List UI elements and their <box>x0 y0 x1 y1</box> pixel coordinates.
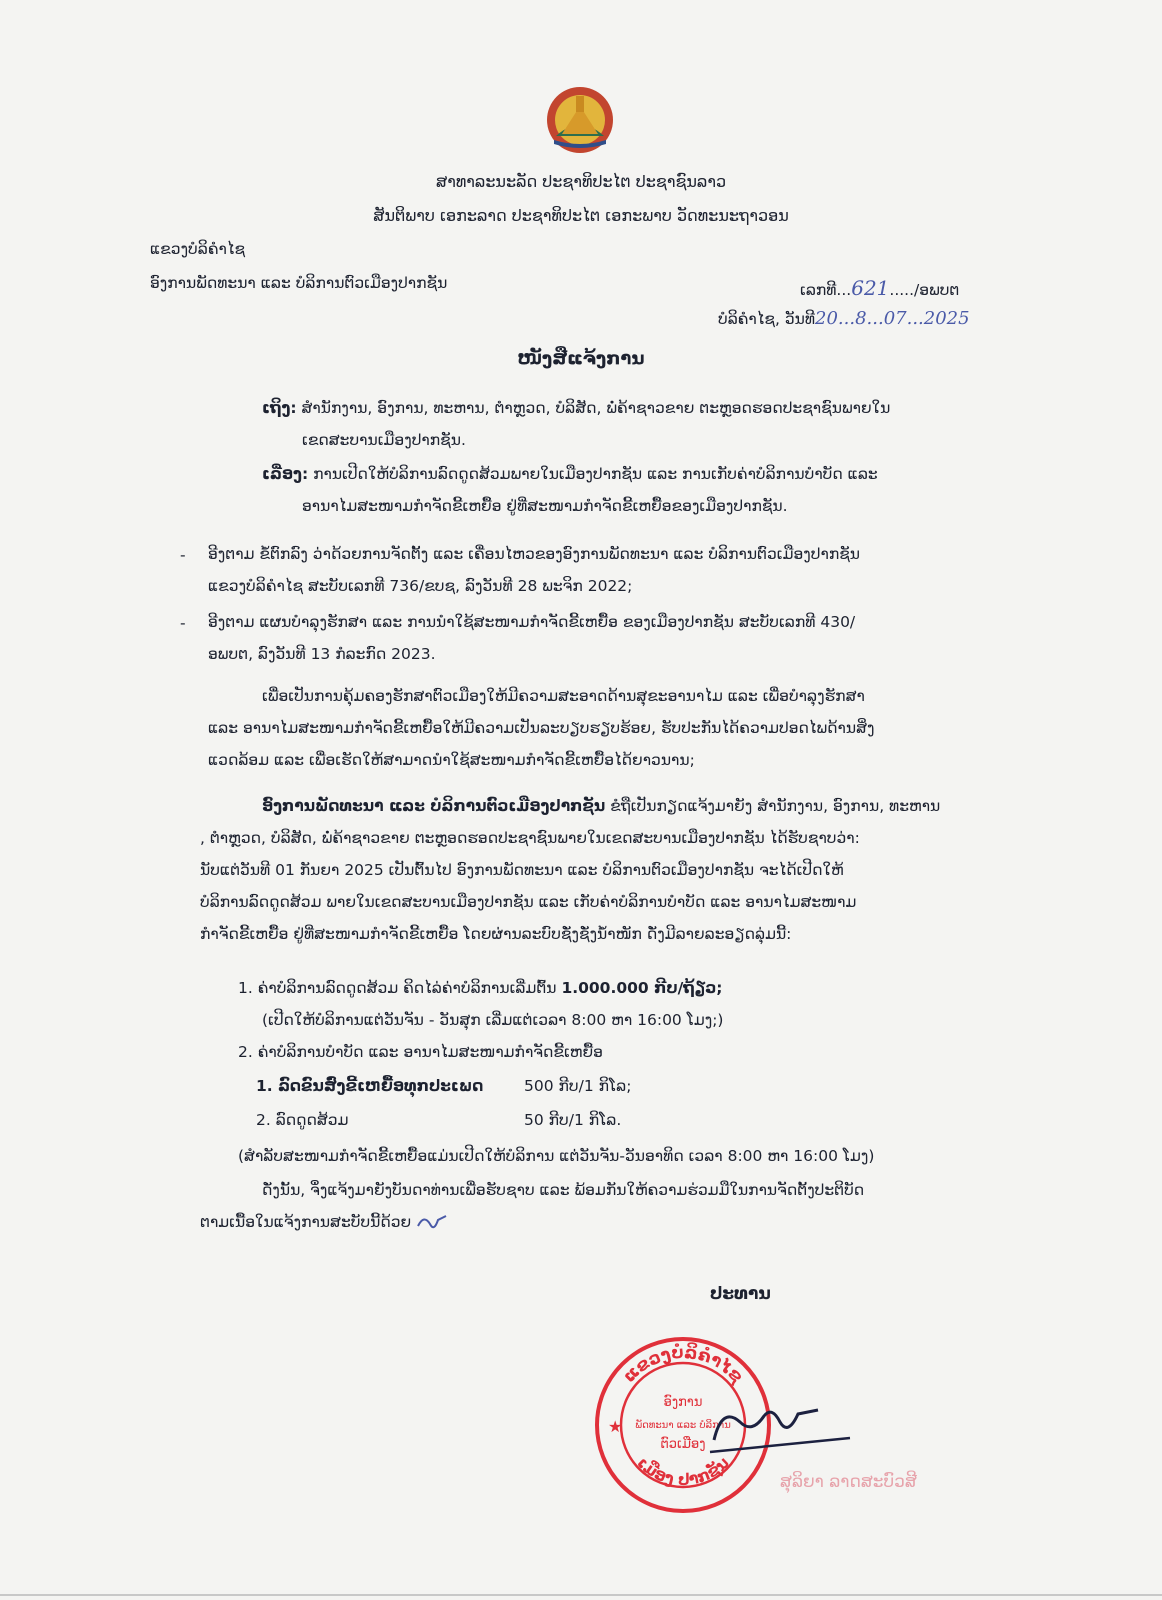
date-handwritten: 20...8...07...2025 <box>815 308 970 329</box>
purpose-line-3: ແວດລ້ອມ ແລະ ເພື່ອເຮັດໃຫ້ສາມາດນໍາໃຊ້ສະໜາມກໍາຈັດຂີ້ເຫຍື້ອໄດ້ຍາວນານ; <box>208 751 695 769</box>
national-emblem-icon <box>536 84 624 154</box>
item-1 <box>238 972 723 1004</box>
item-2: 2. ຄ່າບໍລິການບໍາບັດ ແລະ ອານາໄມສະໜາມກໍາຈັດຂີ້ເຫຍື້ອ <box>238 1043 603 1061</box>
purpose-line-2: ແລະ ອານາໄມສະໜາມກໍາຈັດຂີ້ເຫຍື້ອໃຫ້ມີຄວາມເປັນລະບຽບຮຽບຮ້ອຍ, ຮັບປະກັນໄດ້ຄວາມປອດໄພດ້ານສິ່ງ <box>208 719 875 737</box>
sub-item-2-label: 2. ລົດດູດສ້ວມ <box>256 1111 349 1129</box>
to-label: ເຖິງ: <box>262 399 297 417</box>
sub-item-1-label: 1. ລົດຂົນສົ່ງຂີ້ເຫຍື້ອທຸກປະເພດ <box>256 1077 484 1095</box>
item-1-text: 1. ຄ່າບໍລິການລົດດູດສ້ວມ ຄິດໄລ່ຄ່າບໍລິການເລີ່ມຕົ້ນ <box>238 979 562 997</box>
subject-text-1: ການເປີດໃຫ້ບໍລິການລົດດູດສ້ວມພາຍໃນເມືອງປາກຊັນ ແລະ ການເກັບຄ່າບໍລິການບໍາບັດ ແລະ <box>313 465 878 483</box>
closing-line-2 <box>200 1206 450 1238</box>
sub-item-1-price: 500 ກີບ/1 ກິໂລ; <box>524 1077 632 1095</box>
closing-line-1: ດັ່ງນັ້ນ, ຈຶ່ງແຈ້ງມາຍັງບັນດາທ່ານເພື່ອຮັບຊາບ ແລະ ພ້ອມກັນໃຫ້ຄວາມຮ່ວມມືໃນການຈັດຕັ້ງປະຕິບັດ <box>262 1181 865 1199</box>
reference-1-line-1: ອີງຕາມ ຂໍ້ຕົກລົງ ວ່າດ້ວຍການຈັດຕັ້ງ ແລະ ເຄື່ອນໄຫວຂອງອົງການພັດທະນາ ແລະ ບໍລິການຕົວເມືອງປາກຊັນ <box>208 545 861 563</box>
main-line-4: ບໍລິການລົດດູດສ້ວມ ພາຍໃນເຂດສະບານເມືອງປາກຊັນ ແລະ ເກັບຄ່າບໍລິການບໍາບັດ ແລະ ອານາໄມສະໜາມ <box>200 893 857 911</box>
main-line-1 <box>262 790 940 822</box>
document-number <box>800 276 959 300</box>
reference-bullet: - <box>180 546 186 564</box>
svg-text:ແຂວງບໍລິຄໍາໄຊ <box>619 1341 747 1388</box>
to-line-1 <box>262 392 890 424</box>
initials-mark-icon <box>416 1212 450 1234</box>
main-line-1-rest: ຂໍຖືເປັນກຽດແຈ້ງມາຍັງ ສໍານັກງານ, ອົງການ, ທະຫານ <box>605 797 941 815</box>
subject-line-2: ອານາໄມສະໜາມກໍາຈັດຂີ້ເຫຍື້ອ ຢູ່ທີ່ສະໜາມກໍາຈັດຂີ້ເຫຍື້ອຂອງເມືອງປາກຊັນ. <box>302 497 788 515</box>
purpose-line-1: ເພື່ອເປັນການຄຸ້ມຄອງຮັກສາຕົວເມືອງໃຫ້ມີຄວາມສະອາດດ້ານສຸຂະອານາໄມ ແລະ ເພື່ອບໍາລຸງຮັກສາ <box>262 687 865 705</box>
country-name: ສາທາລະນະລັດ ປະຊາທິປະໄຕ ປະຊາຊົນລາວ <box>435 172 727 191</box>
subject-line-1 <box>262 458 878 490</box>
office-name: ອົງການພັດທະນາ ແລະ ບໍລິການຕົວເມືອງປາກຊັນ <box>150 274 448 292</box>
document-date <box>718 308 970 329</box>
number-prefix: ເລກທີ... <box>800 281 852 299</box>
reference-2-line-2: ອພບຕ, ລົງວັນທີ 13 ກໍລະກົດ 2023. <box>208 645 436 663</box>
document-title: ໜັງສືແຈ້ງການ <box>517 348 645 369</box>
reference-bullet: - <box>180 614 186 632</box>
number-suffix: ...../ອພບຕ <box>889 281 960 299</box>
stamp-top-text: ແຂວງບໍລິຄໍາໄຊ <box>619 1342 747 1387</box>
to-line-2: ເຂດສະບານເມືອງປາກຊັນ. <box>302 431 466 449</box>
stamp-mid-1: ອົງການ <box>663 1395 703 1410</box>
stamp-mid-2: ພັດທະນາ ແລະ ບໍລິການ <box>635 1420 731 1431</box>
subject-label: ເລື່ອງ: <box>262 465 309 483</box>
main-bold-lead: ອົງການພັດທະນາ ແລະ ບໍລິການຕົວເມືອງປາກຊັນ <box>262 797 606 815</box>
page-edge <box>0 1594 1162 1596</box>
province-name: ແຂວງບໍລິຄໍາໄຊ <box>150 240 246 258</box>
to-text-1: ສໍານັກງານ, ອົງການ, ທະຫານ, ຕໍາຫຼວດ, ບໍລິສັດ, ພໍ່ຄ້າຊາວຂາຍ ຕະຫຼອດຮອດປະຊາຊົນພາຍໃນ <box>301 399 891 417</box>
number-handwritten: 621 <box>851 276 890 300</box>
hours-note: (ສໍາລັບສະໜາມກໍາຈັດຂີ້ເຫຍື້ອແມ່ນເປີດໃຫ້ບໍລິການ ແຕ່ວັນຈັນ-ວັນອາທິດ ເວລາ 8:00 ຫາ 16:00 ໂມງ) <box>238 1147 875 1165</box>
closing-line-2-text: ຕາມເນື້ອໃນແຈ້ງການສະບັບນີ້ດ້ວຍ <box>200 1213 412 1231</box>
signature-mark <box>700 1392 860 1462</box>
main-line-3: ນັບແຕ່ວັນທີ 01 ກັນຍາ 2025 ເປັນຕົ້ນໄປ ອົງການພັດທະນາ ແລະ ບໍລິການຕົວເມືອງປາກຊັນ ຈະໄດ້ເປີດໃຫ້ <box>200 861 844 879</box>
date-prefix: ບໍລິຄໍາໄຊ, ວັນທີ <box>718 310 816 328</box>
signatory-position: ປະທານ <box>710 1284 771 1304</box>
sub-item-2-price: 50 ກີບ/1 ກິໂລ. <box>524 1111 622 1129</box>
main-line-2: , ຕໍາຫຼວດ, ບໍລິສັດ, ພໍ່ຄ້າຊາວຂາຍ ຕະຫຼອດຮອດປະຊາຊົນພາຍໃນເຂດສະບານເມືອງປາກຊັນ ໄດ້ຮັບຊາບວ່າ: <box>200 829 860 847</box>
reference-1-line-2: ແຂວງບໍລິຄໍາໄຊ ສະບັບເລກທີ 736/ຂບຊ, ລົງວັນທີ 28 ພະຈິກ 2022; <box>208 577 633 595</box>
stamp-bottom-text: ເມືອງ ປາກຊັນ <box>633 1453 733 1489</box>
stamp-mid-3: ຕົວເມືອງ <box>660 1437 706 1452</box>
item-1-price: 1.000.000 ກີບ/ຖ້ຽວ; <box>561 979 723 997</box>
national-motto: ສັນຕິພາບ ເອກະລາດ ປະຊາທິປະໄຕ ເອກະພາບ ວັດທະນະຖາວອນ <box>373 206 789 225</box>
stamp-star-icon: ★ <box>608 1417 623 1436</box>
reference-2-line-1: ອີງຕາມ ແຜນບໍາລຸງຮັກສາ ແລະ ການນໍາໃຊ້ສະໜາມກໍາຈັດຂີ້ເຫຍື້ອ ຂອງເມືອງປາກຊັນ ສະບັບເລກທີ 430/ <box>208 613 856 631</box>
signatory-name: ສຸລິຍາ ລາດສະບົວສີ <box>780 1472 917 1492</box>
item-1-note: (ເປີດໃຫ້ບໍລິການແຕ່ວັນຈັນ - ວັນສຸກ ເລີ່ມແຕ່ເວລາ 8:00 ຫາ 16:00 ໂມງ;) <box>262 1011 724 1029</box>
main-line-5: ກໍາຈັດຂີ້ເຫຍື້ອ ຢູ່ທີ່ສະໜາມກໍາຈັດຂີ້ເຫຍື້ອ ໂດຍຜ່ານລະບົບຊັ່ງຊັ່ງນໍ້າໜັກ ດັ່ງມີລາຍລະອຽດລຸ່ມນີ້: <box>200 925 792 943</box>
